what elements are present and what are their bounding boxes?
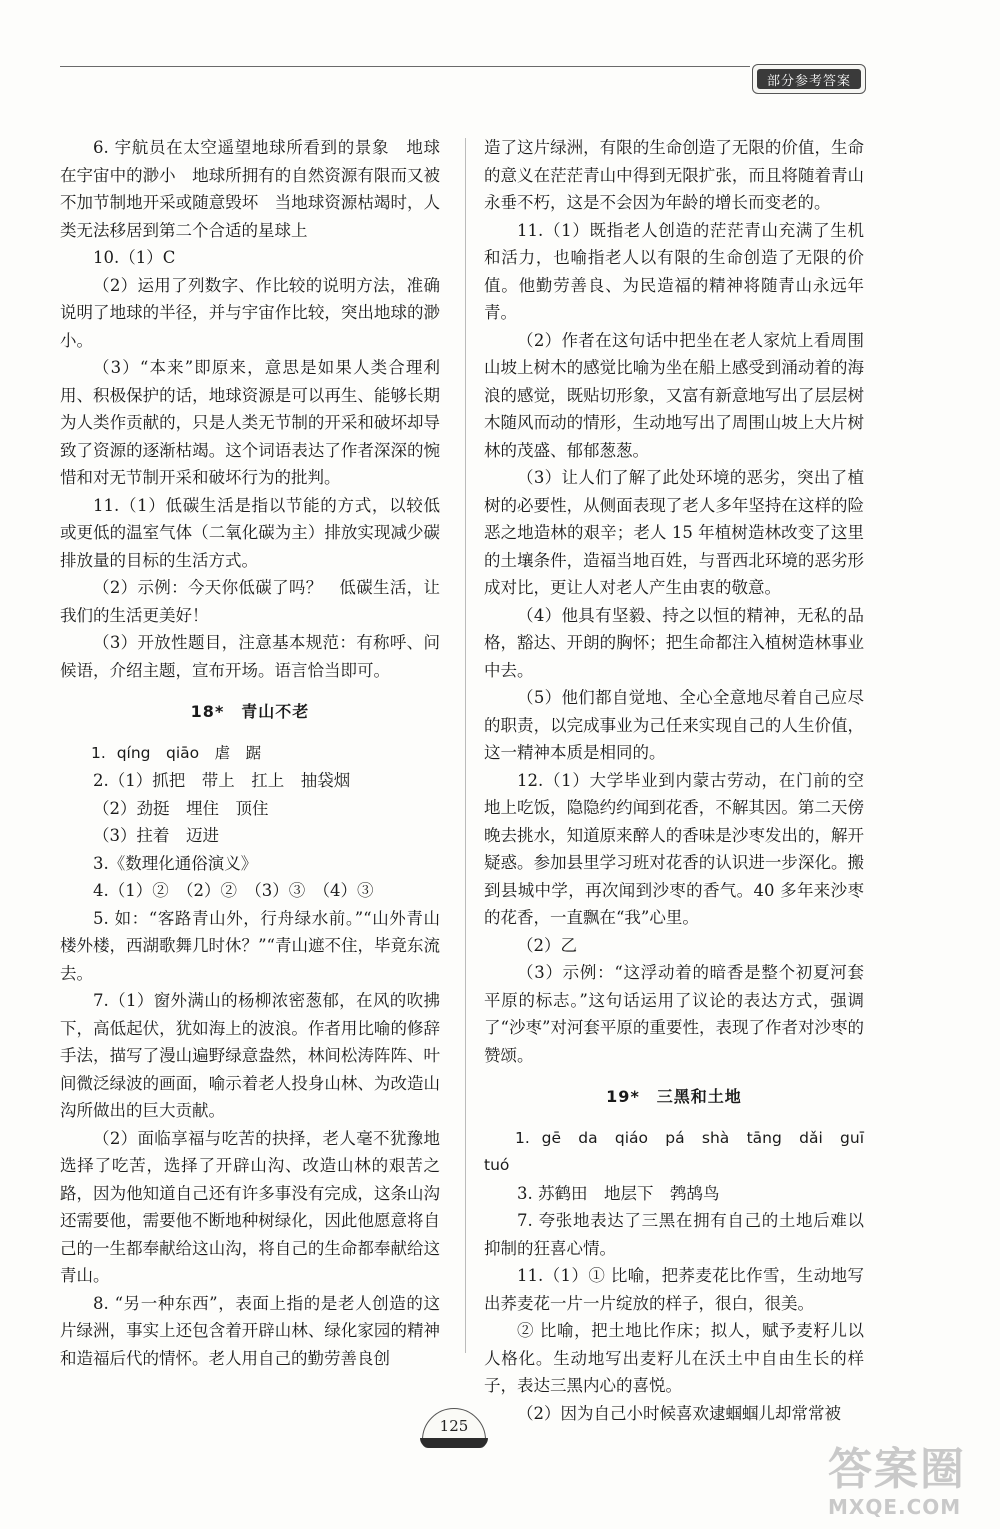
answer-paragraph: ② 比喻，把土地比作床；拟人，赋予麦籽儿以人格化。生动地写出麦籽儿在沃土中自由生长的样子，表达三黑内心的喜悦。 — [484, 1321, 864, 1395]
answer-paragraph: 1. gē da qiáo pá shà tāng dǎi guī tuó — [484, 1128, 880, 1174]
left-column — [60, 134, 440, 1372]
answer-paragraph: 3.《数理化通俗演义》 — [93, 853, 258, 873]
answer-paragraph: （3）示例：“这浮动着的暗香是整个初夏河套平原的标志。”这句话运用了议论的表达方式，强调了“沙枣”对河套平原的重要性，表现了作者对沙枣的赞颂。 — [484, 963, 864, 1065]
answer-paragraph: 6. 宇航员在太空遥望地球所看到的景象 地球在宇宙中的渺小 地球所拥有的自然资源有限而又被不加节制地开采或随意毁坏 当地球资源枯竭时，人类无法移居到第二个合适的星球上 — [60, 138, 440, 240]
answer-paragraph: 7.（1）窗外满山的杨柳浓密葱郁，在风的吹拂下，高低起伏，犹如海上的波浪。作者用比喻的修辞手法，描写了漫山遍野绿意盎然，林间松涛阵阵、叶间微泛绿波的画面，喻示着老人投身山林、为改造山沟所做出的巨大贡献。 — [60, 991, 440, 1120]
section-heading: 19* 三黑和土地 — [606, 1087, 742, 1106]
answer-paragraph: 11.（1）① 比喻，把荞麦花比作雪，生动地写出荞麦花一片一片绽放的样子，很白，很美。 — [484, 1266, 864, 1313]
answer-paragraph: （2）运用了列数字、作比较的说明方法，准确说明了地球的半径，并与宇宙作比较，突出地球的渺小。 — [60, 275, 440, 350]
answer-paragraph: 7. 夸张地表达了三黑在拥有自己的土地后难以抑制的狂喜心情。 — [484, 1211, 864, 1258]
section-tab-label: 部分参考答案 — [757, 69, 861, 89]
answer-paragraph: 4.（1）② （2）② （3）③ （4）③ — [93, 881, 374, 900]
watermark — [828, 1445, 998, 1525]
section-heading: 18* 青山不老 — [190, 702, 310, 721]
answer-paragraph: 5. 如：“客路青山外，行舟绿水前。”“山外青山楼外楼，西湖歌舞几时休？”“青山遮不住，毕竟东流去。 — [60, 908, 440, 983]
watermark-url: MXQE.COM — [828, 1495, 962, 1519]
answer-paragraph: （2）示例：今天你低碳了吗？ 低碳生活，让我们的生活更美好！ — [60, 578, 440, 625]
answer-paragraph: （2）劲挺 埋住 顶住 — [93, 798, 269, 818]
answer-paragraph: （5）他们都自觉地、全心全意地尽着自己应尽的职责，以完成事业为己任来实现自己的人生价值，这一精神本质是相同的。 — [484, 688, 864, 762]
answer-paragraph: （2）作者在这句话中把坐在老人家炕上看周围山坡上树木的感觉比喻为坐在船上感受到涌动着的海浪的感觉，既贴切形象，又富有新意地写出了层层树木随风而动的情形，生动地写出了周围山坡上大片树林的茂盛、郁郁葱葱。 — [484, 330, 864, 460]
answer-paragraph: 8. “另一种东西”，表面上指的是老人创造的这片绿洲，事实上还包含着开辟山林、绿化家园的精神和造福后代的情怀。老人用自己的勤劳善良创 — [60, 1293, 440, 1368]
answer-paragraph: （3）拄着 迈进 — [93, 826, 219, 845]
answer-paragraph: （2）乙 — [517, 935, 577, 955]
watermark-logo: 答案圈 — [828, 1444, 966, 1495]
column-divider — [465, 138, 466, 1353]
page-number: 125 — [439, 1417, 469, 1435]
answer-paragraph: 11.（1）低碳生活是指以节能的方式，以较低或更低的温室气体（二氧化碳为主）排放实现减少碳排放量的目标的生活方式。 — [60, 495, 440, 570]
answer-paragraph: 1. qíng qiāo 虐 踞 — [91, 743, 262, 762]
section-tab — [752, 64, 866, 94]
answer-paragraph: 2.（1）抓把 带上 扛上 抽袋烟 — [93, 771, 351, 790]
answer-paragraph: 造了这片绿洲，有限的生命创造了无限的价值，生命的意义在茫茫青山中得到无限扩张，而且将随着青山永垂不朽，这是不会因为年龄的增长而变老的。 — [484, 138, 864, 212]
answer-paragraph: 12.（1）大学毕业到内蒙古劳动，在门前的空地上吃饭，隐隐约约闻到花香，不解其因。第二天傍晚去挑水，知道原来醉人的香味是沙枣发出的，解开疑惑。参加县里学习班对花香的认识进一步深化。搬到县城中学，再次闻到沙枣的香气。40 多年来沙枣的花香，一直飘在“我”心里。 — [484, 770, 864, 927]
answer-paragraph: （4）他具有坚毅、持之以恒的精神，无私的品格，豁达、开朗的胸怀；把生命都注入植树造林事业中去。 — [484, 605, 864, 680]
right-column — [484, 134, 880, 1427]
answer-paragraph: 3. 苏鹤田 地层下 鹁鸪鸟 — [517, 1183, 720, 1203]
answer-paragraph: （3）“本来”即原来，意思是如果人类合理利用、积极保护的话，地球资源是可以再生、能够长期为人类作贡献的，只是人类无节制的开采和破坏却导致了资源的逐渐枯竭。这个词语表达了作者深深的惋惜和对无节制开采和破坏行为的批判。 — [60, 358, 440, 487]
answer-paragraph: （2）面临享福与吃苦的抉择，老人毫不犹豫地选择了吃苦，选择了开辟山沟、改造山林的艰苦之路，因为他知道自己还有许多事没有完成，这条山沟还需要他，需要他不断地种树绿化，因此他愿意将自己的一生都奉献给这山沟，将自己的生命都奉献给这青山。 — [60, 1128, 440, 1285]
answer-paragraph: 10.（1）C — [93, 248, 176, 267]
header-rule — [60, 66, 750, 67]
answer-paragraph: （3）让人们了解了此处环境的恶劣，突出了植树的必要性，从侧面表现了老人多年坚持在这样的险恶之地造林的艰辛；老人 15 年植树造林改变了这里的土壤条件，造福当地百姓，与晋西北环境的恶劣形成对比，更让人对老人产生由衷的敬意。 — [484, 468, 864, 597]
answer-paragraph: 11.（1）既指老人创造的茫茫青山充满了生机和活力，也喻指老人以有限的生命创造了无限的价值。他勤劳善良、为民造福的精神将随青山永远年青。 — [484, 220, 864, 322]
answer-paragraph: （3）开放性题目，注意基本规范：有称呼、问候语，介绍主题，宣布开场。语言恰当即可。 — [60, 633, 440, 680]
answer-paragraph: （2）因为自己小时候喜欢逮蝈蝈儿却常常被 — [517, 1403, 841, 1423]
